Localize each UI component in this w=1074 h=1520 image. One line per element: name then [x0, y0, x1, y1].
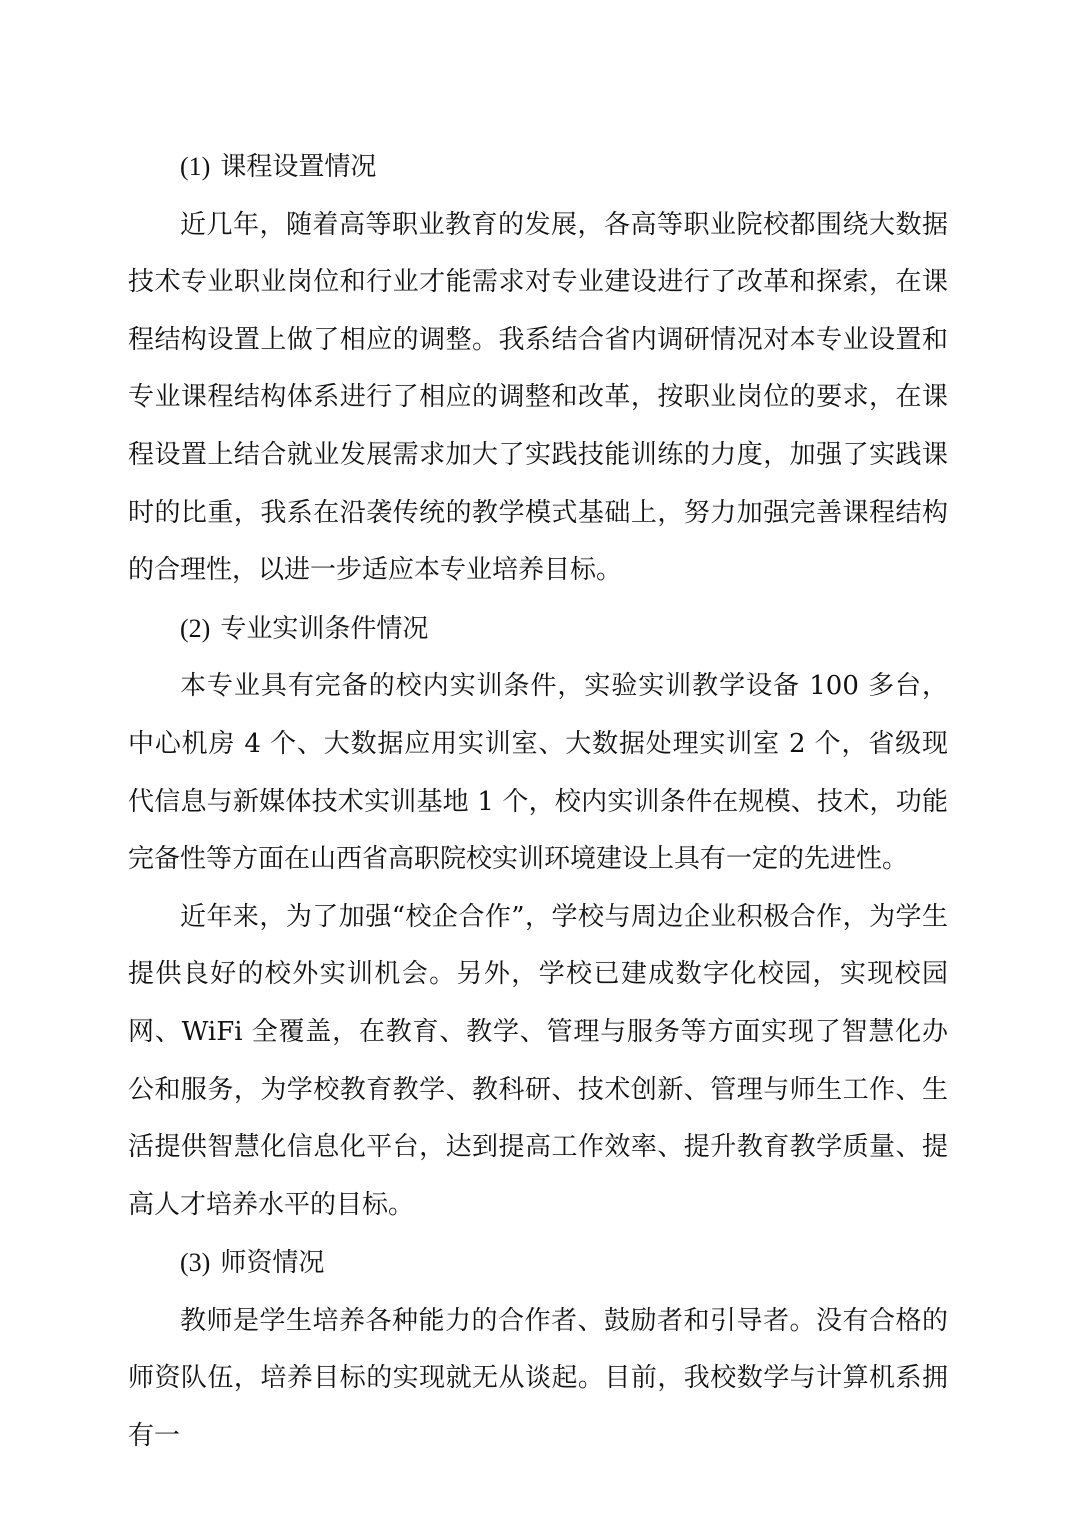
document-body — [128, 138, 948, 1466]
section-title: 课程设置情况 — [220, 152, 377, 182]
paragraph-campus-training: 本专业具有完备的校内实训条件，实验实训教学设备 100 多台，中心机房 4 个、大数据应用实训室、大数据处理实训室 2 个，省级现代信息与新媒体技术实训基地 1 个，校内实训条件在规模、技术，功能完备性等方面在山西省高职院校实训环境建设上具有一定的先进性。 — [128, 671, 948, 875]
paragraph-faculty: 教师是学生培养各种能力的合作者、鼓励者和引导者。没有合格的师资队伍，培养目标的实现就无从谈起。目前，我校数学与计算机系拥有一 — [128, 1305, 948, 1452]
section-heading-curriculum — [128, 138, 948, 197]
section-title: 专业实训条件情况 — [220, 613, 429, 644]
section-heading-faculty — [128, 1234, 948, 1293]
paragraph-curriculum: 近几年，随着高等职业教育的发展，各高等职业院校都围绕大数据技术专业职业岗位和行业才能需求对专业建设进行了改革和探索，在课程结构设置上做了相应的调整。我系结合省内调研情况对本专业设置和专业课程结构体系进行了相应的调整和改革，按职业岗位的要求，在课程设置上结合就业发展需求加大了实践技能训练的力度，加强了实践课时的比重，我系在沿袭传统的教学模式基础上，努力加强完善课程结构的合理性，以进一步适应本专业培养目标。 — [128, 209, 948, 586]
section-number: (1) — [180, 152, 211, 181]
section-number: (3) — [180, 1248, 211, 1278]
section-title: 师资情况 — [220, 1248, 325, 1279]
section-number: (2) — [180, 613, 211, 643]
section-heading-training-conditions — [128, 600, 948, 659]
paragraph-school-enterprise: 近年来，为了加强“校企合作”，学校与周边企业积极合作，为学生提供良好的校外实训机会。另外，学校已建成数字化校园，实现校园网、WiFi 全覆盖，在教育、教学、管理与服务等方面实现了智慧化办公和服务，为学校教育教学、教科研、技术创新、管理与师生工作、生活提供智慧化信息化平台，达到提高工作效率、提升教育教学质量、提高人才培养水平的目标。 — [128, 901, 948, 1220]
